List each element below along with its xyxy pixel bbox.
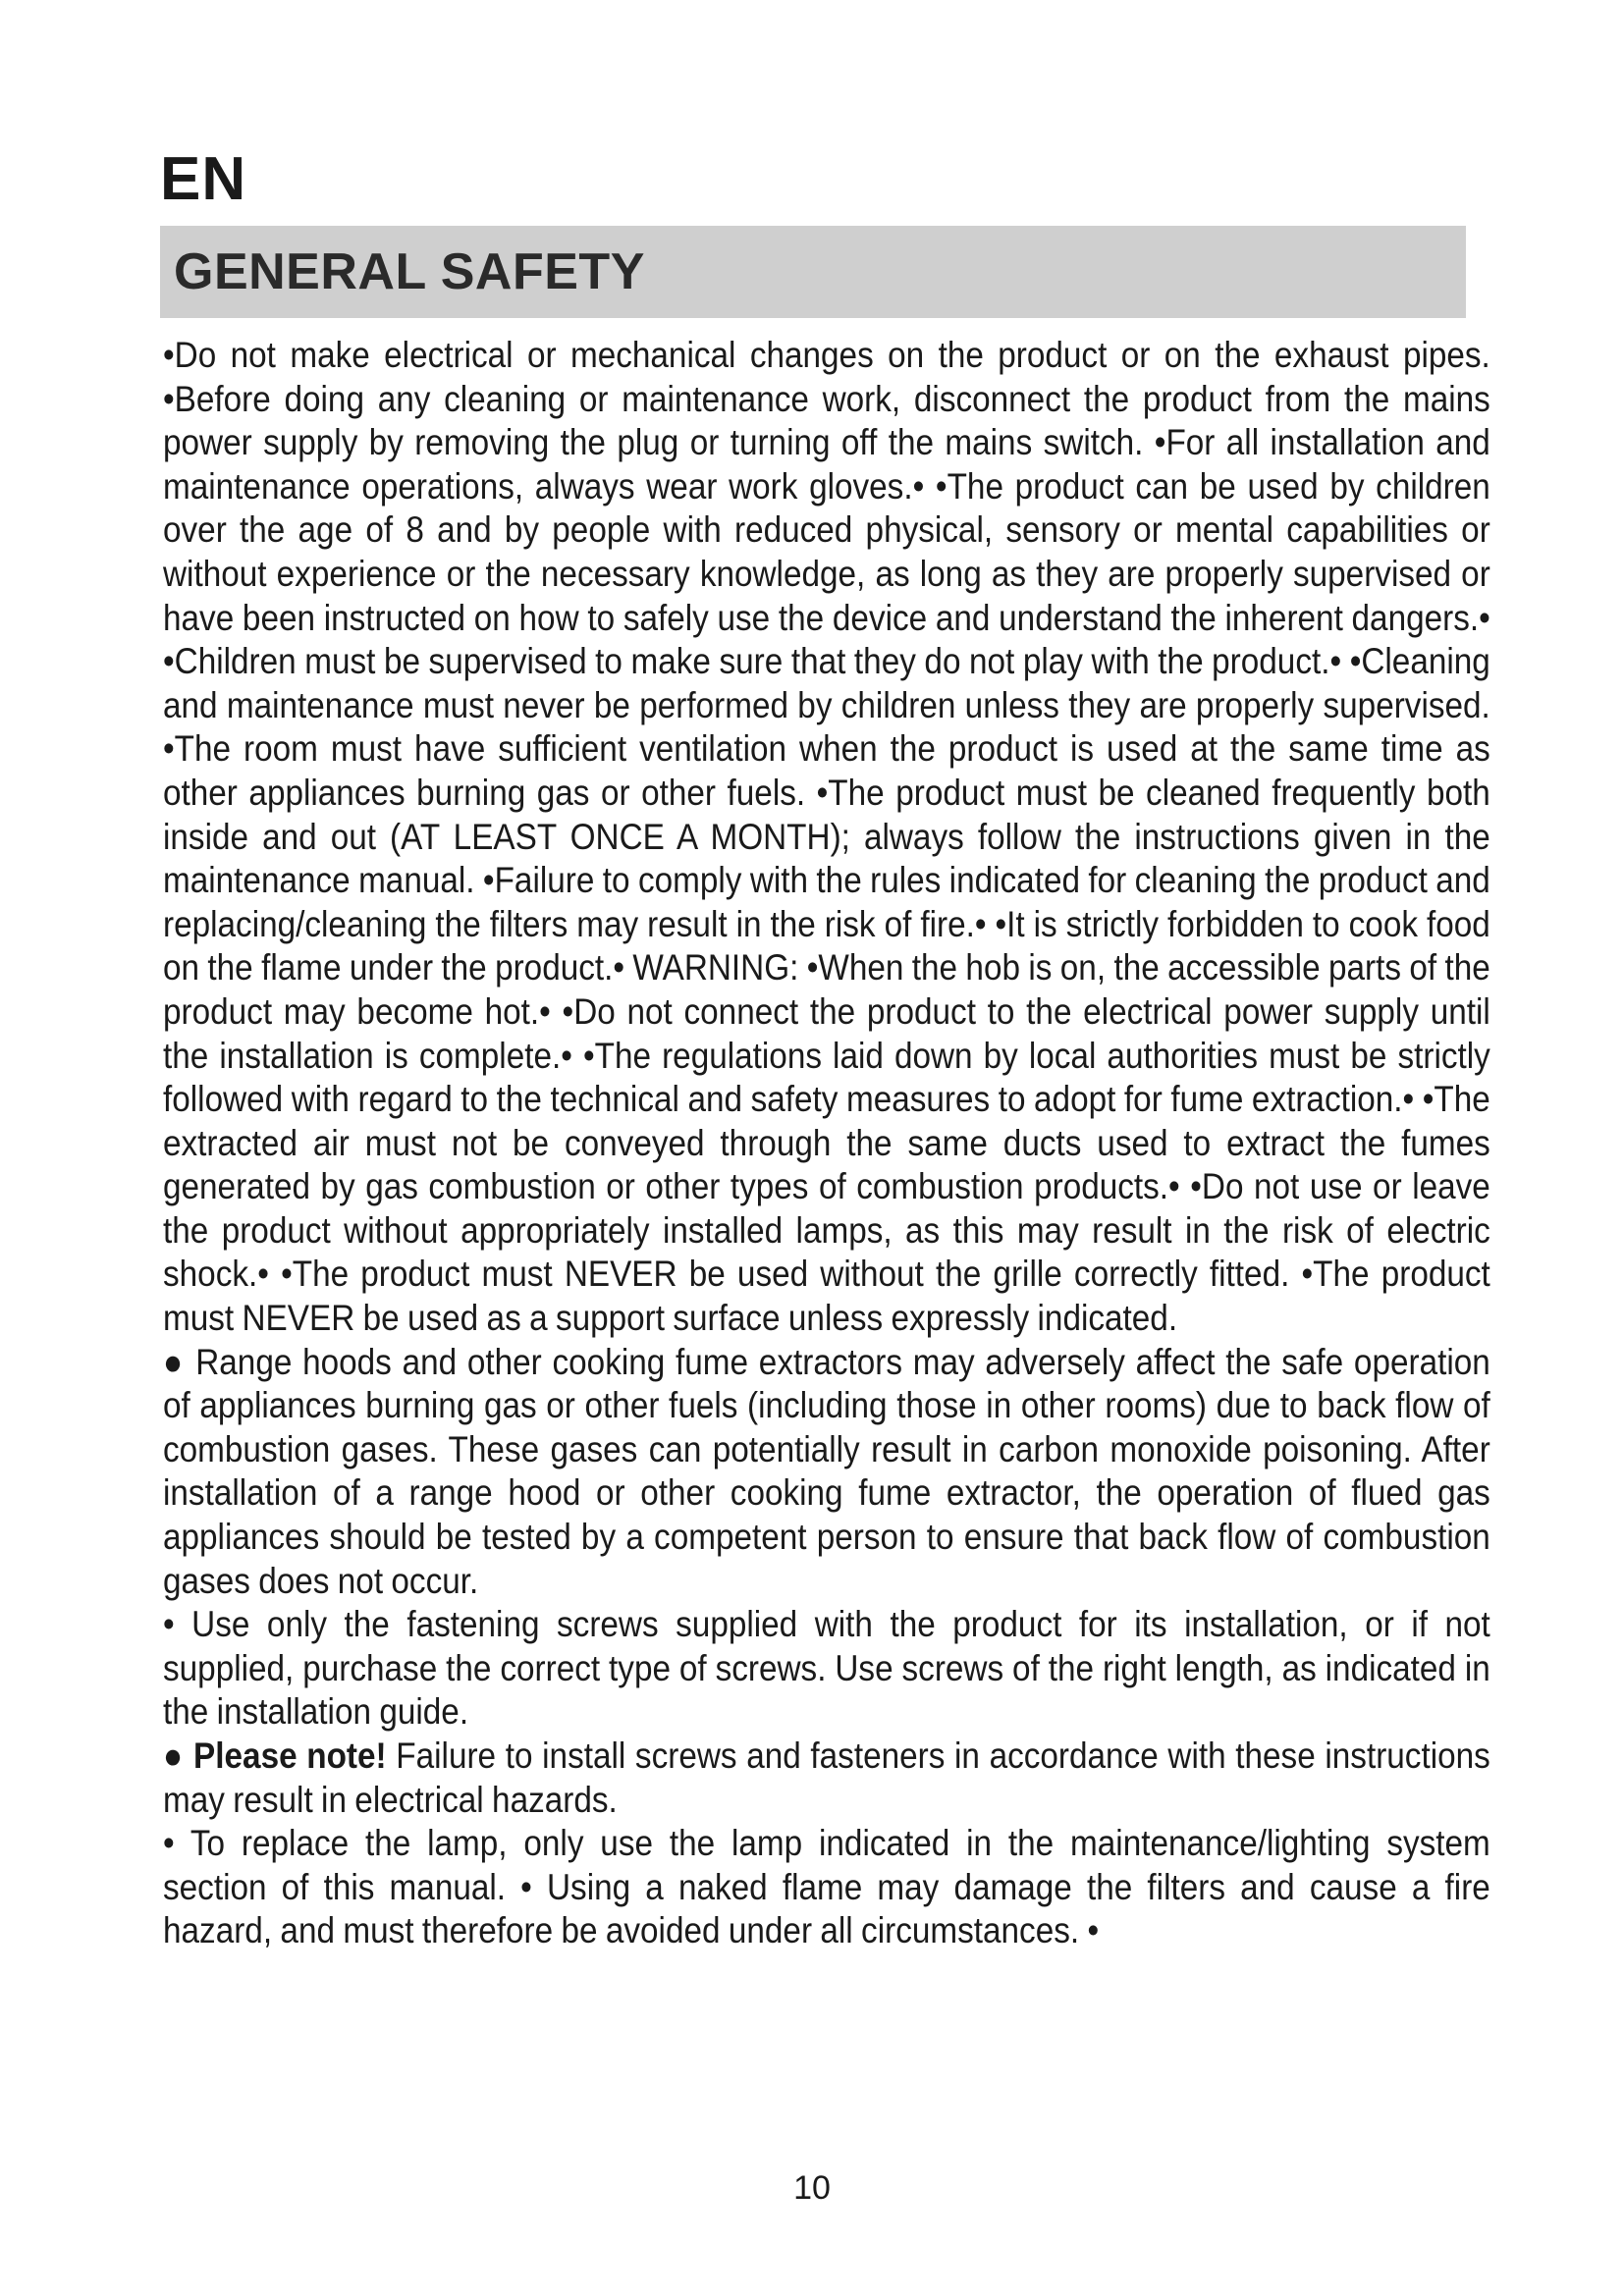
document-body xyxy=(163,334,1490,1953)
section-title: GENERAL SAFETY xyxy=(174,243,645,300)
language-code: EN xyxy=(160,145,247,213)
safety-paragraph-range-hoods: ● Range hoods and other cooking fume extractors may adversely affect the safe operation of appliances burning gas or other fuels (including those in other rooms) due to back flow of combustion gases. These gases can potentially result in carbon monoxide poisoning. After installation of a range hood or other cooking fume extractor, the operation of flued gas appliances should be tested by a competent person to ensure that back flow of combustion gases does not occur. xyxy=(163,1341,1490,1601)
please-note-lead: ● Please note! xyxy=(163,1735,387,1776)
please-note-text: Failure to install screws and fasteners in accordance with these instructions may result in electrical hazards. xyxy=(163,1735,1490,1820)
page-number: 10 xyxy=(793,2169,831,2207)
safety-paragraph-please-note xyxy=(163,1735,1490,1822)
section-header-bar xyxy=(160,226,1466,318)
safety-paragraph-lamp: • To replace the lamp, only use the lamp indicated in the maintenance/lighting system section of this manual. • Using a naked flame may damage the filters and cause a fire hazard, and must therefore be avoided under all circumstances. • xyxy=(163,1823,1490,1951)
safety-paragraph-general: •Do not make electrical or mechanical changes on the product or on the exhaust pipes. •Before doing any cleaning or maintenance work, disconnect the product from the mains power supply by removing the plug or turning off the mains switch. •For all installation and maintenance operations, always wear work gloves.• •The product can be used by children over the age of 8 and by people with reduced physical, sensory or mental capabilities or without experience or the necessary knowledge, as long as they are properly supervised or have been instructed on how to safely use the device and understand the inherent dangers.• •Children must be supervised to make sure that they do not play with the product.• •Cleaning and maintenance must never be performed by children unless they are properly supervised. •The room must have sufficient ventilation when the product is used at the same time as other appliances burning gas or other fuels. •The product must be cleaned frequently both inside and out (AT LEAST ONCE A MONTH); always follow the instructions given in the maintenance manual. •Failure to comply with the rules indicated for cleaning the product and replacing/cleaning the filters may result in the risk of fire.• •It is strictly forbidden to cook food on the flame under the product.• WARNING: •When the hob is on, the accessible parts of the product may become hot.• •Do not connect the product to the electrical power supply until the installation is complete.• •The regulations laid down by local authorities must be strictly followed with regard to the technical and safety measures to adopt for fume extraction.• •The extracted air must not be conveyed through the same ducts used to extract the fumes generated by gas combustion or other types of combustion products.• •Do not use or leave the product without appropriately installed lamps, as this may result in the risk of electric shock.• •The product must NEVER be used without the grille correctly fitted. •The product must NEVER be used as a support surface unless expressly indicated. xyxy=(163,335,1490,1339)
safety-paragraph-screws: • Use only the fastening screws supplied with the product for its installation, or if not supplied, purchase the correct type of screws. Use screws of the right length, as indicated in the installation guide. xyxy=(163,1604,1490,1733)
